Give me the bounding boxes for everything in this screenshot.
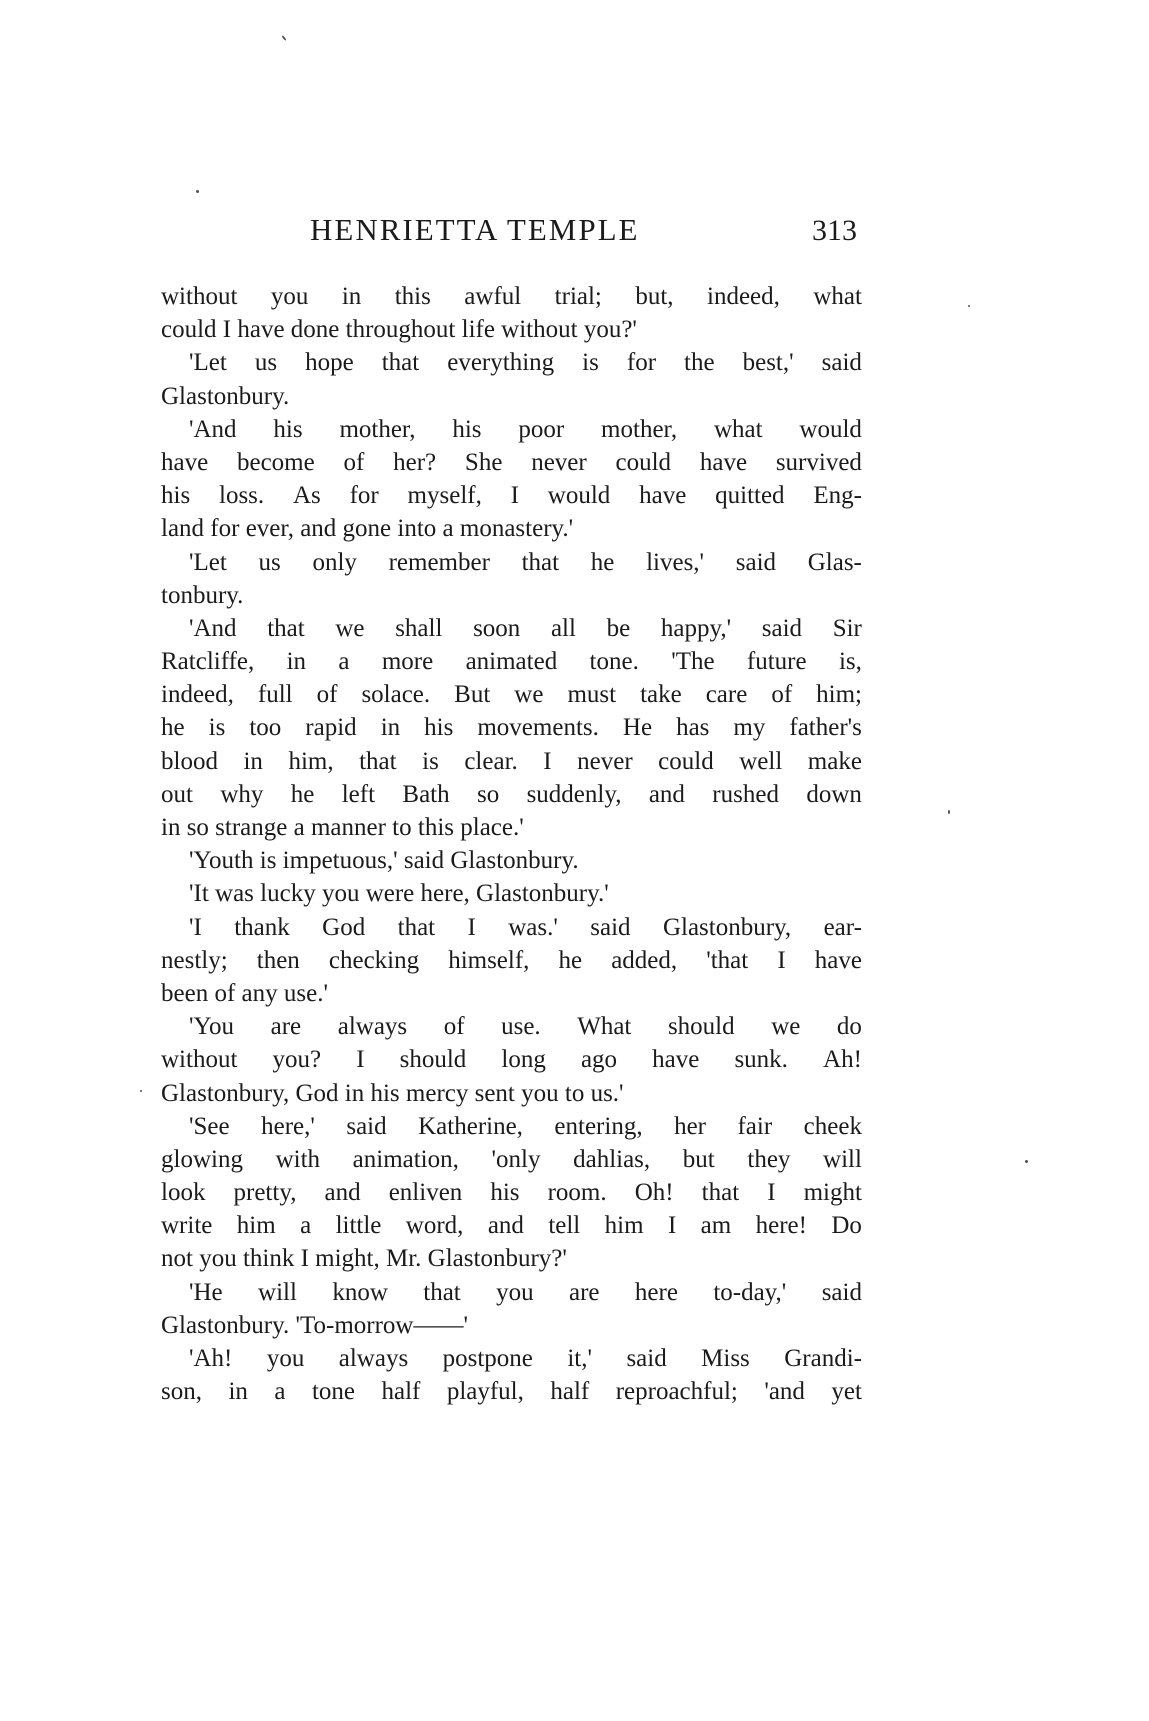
text-line: 'You are always of use. What should we do bbox=[189, 1013, 862, 1041]
text-line: Glastonbury, God in his mercy sent you to us.' bbox=[161, 1079, 624, 1107]
text-line: have become of her? She never could have survived bbox=[161, 448, 862, 476]
text-line: 'And his mother, his poor mother, what would bbox=[189, 415, 862, 443]
text-line: look pretty, and enliven his room. Oh! that I might bbox=[161, 1179, 862, 1207]
text-line: glowing with animation, 'only dahlias, but they will bbox=[161, 1145, 862, 1173]
text-line: tonbury. bbox=[161, 581, 244, 609]
text-line: without you in this awful trial; but, indeed, what bbox=[161, 283, 862, 310]
body-text bbox=[161, 280, 862, 1408]
text-line: 'It was lucky you were here, Glastonbury.' bbox=[189, 880, 609, 908]
text-line: blood in him, that is clear. I never could well make bbox=[161, 747, 862, 775]
text-line: out why he left Bath so suddenly, and rushed down bbox=[161, 780, 862, 808]
text-line: been of any use.' bbox=[161, 979, 328, 1007]
text-line: without you? I should long ago have sunk. Ah! bbox=[161, 1046, 862, 1074]
text-line: not you think I might, Mr. Glastonbury?' bbox=[161, 1245, 567, 1273]
text-line: he is too rapid in his movements. He has my father's bbox=[161, 714, 862, 742]
text-line: 'I thank God that I was.' said Glastonbury, ear- bbox=[189, 913, 862, 941]
text-line: Ratcliffe, in a more animated tone. 'The future is, bbox=[161, 648, 862, 676]
text-line: nestly; then checking himself, he added, 'that I have bbox=[161, 946, 862, 974]
text-line: Glastonbury. 'To-morrow——' bbox=[161, 1311, 468, 1339]
text-line: 'Let us only remember that he lives,' said Glas- bbox=[189, 548, 862, 576]
text-line: 'He will know that you are here to-day,' said bbox=[189, 1278, 862, 1306]
text-line: 'Ah! you always postpone it,' said Miss Grandi- bbox=[189, 1345, 862, 1372]
text-line: 'Let us hope that everything is for the best,' said bbox=[189, 349, 862, 377]
text-line: 'Youth is impetuous,' said Glastonbury. bbox=[189, 847, 579, 875]
page-number: 313 bbox=[812, 214, 857, 247]
text-line: in so strange a manner to this place.' bbox=[161, 814, 524, 841]
text-line: 'See here,' said Katherine, entering, her fair cheek bbox=[189, 1112, 862, 1140]
text-line: write him a little word, and tell him I am here! Do bbox=[161, 1212, 862, 1240]
running-head bbox=[0, 212, 1149, 252]
text-line: indeed, full of solace. But we must take care of him; bbox=[161, 681, 862, 709]
text-line: land for ever, and gone into a monastery.' bbox=[161, 515, 574, 543]
text-line: his loss. As for myself, I would have quitted Eng- bbox=[161, 482, 862, 510]
text-line: Glastonbury. bbox=[161, 382, 290, 410]
running-title: HENRIETTA TEMPLE bbox=[310, 212, 640, 247]
text-line: son, in a tone half playful, half reproachful; 'and yet bbox=[161, 1378, 862, 1406]
text-line: could I have done throughout life without you?' bbox=[161, 316, 637, 344]
text-line: 'And that we shall soon all be happy,' said Sir bbox=[189, 614, 862, 642]
